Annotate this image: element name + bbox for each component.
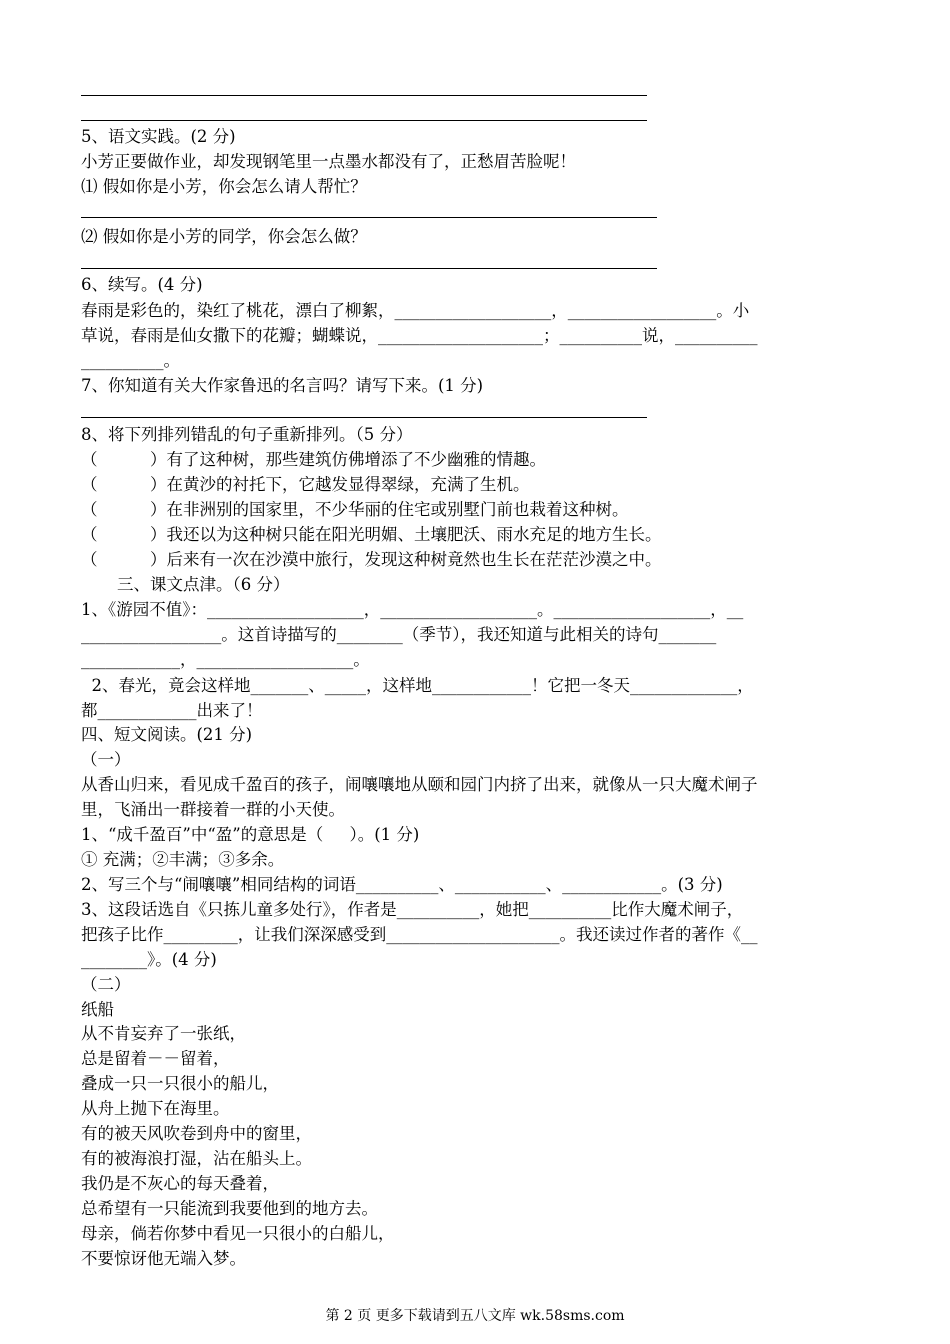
q6-title: 6、续写。(4 分) <box>81 275 203 294</box>
poem-line: 有的被海浪打湿，沾在船头上。 <box>81 1149 312 1168</box>
q8-item: （ ）我还以为这种树只能在阳光明媚、土壤肥沃、雨水充足的地方生长。 <box>81 525 662 544</box>
sec3-q1-line: _________________。这首诗描写的________（季节），我还知道与此相关的诗句_______ <box>81 625 717 644</box>
answer-line[interactable] <box>81 120 647 121</box>
poem-line: 从不肯妄弃了一张纸， <box>81 1024 246 1043</box>
q8-item: （ ）有了这种树，那些建筑仿佛增添了不少幽雅的情趣。 <box>81 450 546 469</box>
passage-line: 里，飞涌出一群接着一群的小天使。 <box>81 800 345 819</box>
q5-part2: ⑵ 假如你是小芳的同学，你会怎么做？ <box>81 227 367 246</box>
sec4-q2: 2、写三个与“闹嚷嚷”相同结构的词语__________、___________、____________。(3 分) <box>81 875 723 894</box>
answer-line[interactable] <box>81 95 647 96</box>
poem-line: 母亲，倘若你梦中看见一只很小的白船儿， <box>81 1224 395 1243</box>
answer-line[interactable] <box>81 268 657 269</box>
poem-line: 不要惊讶他无端入梦。 <box>81 1249 246 1268</box>
sec4-q1-options: ① 充满；②丰满；③多余。 <box>81 850 285 869</box>
sec3-q1-line: 1、《游园不值》：___________________，___________________。___________________，__ <box>81 600 744 619</box>
q6-line: __________。 <box>81 351 180 370</box>
sec4-q3-line: 3、这段话选自《只拣儿童多处行》，作者是__________，她把__________比作大魔术闸子， <box>81 900 744 919</box>
poem-line: 有的被天风吹卷到舟中的窗里， <box>81 1124 312 1143</box>
sec3-q2-line: 2、春光，竟会这样地_______、_____，这样地____________！它把一冬天_____________， <box>81 676 754 695</box>
q8-item: （ ）后来有一次在沙漠中旅行，发现这种树竟然也生长在茫茫沙漠之中。 <box>81 550 662 569</box>
poem-line: 总是留着－－留着， <box>81 1049 230 1068</box>
q7-title: 7、你知道有关大作家鲁迅的名言吗？请写下来。(1 分) <box>81 376 484 395</box>
poem-line: 叠成一只一只很小的船儿， <box>81 1074 279 1093</box>
section4-title: 四、短文阅读。(21 分) <box>81 725 253 744</box>
q8-title: 8、将下列排列错乱的句子重新排列。（5 分） <box>81 425 413 444</box>
sec3-q2-line: 都____________出来了！ <box>81 701 263 720</box>
answer-line[interactable] <box>81 217 657 218</box>
answer-line[interactable] <box>81 417 647 418</box>
sec4-q3-line: ________》。(4 分) <box>81 950 217 969</box>
poem-line: 从舟上抛下在海里。 <box>81 1099 230 1118</box>
part-one-label: （一） <box>81 750 131 769</box>
q8-item: （ ）在黄沙的衬托下，它越发显得翠绿，充满了生机。 <box>81 475 530 494</box>
poem-title: 纸船 <box>81 1000 114 1019</box>
section3-title: 三、课文点津。（6 分） <box>117 575 290 594</box>
passage-line: 从香山归来，看见成千盈百的孩子，闹嚷嚷地从颐和园门内挤了出来，就像从一只大魔术闸子 <box>81 775 758 794</box>
q5-part1: ⑴ 假如你是小芳，你会怎么请人帮忙？ <box>81 177 367 196</box>
part-two-label: （二） <box>81 975 131 994</box>
sec3-q1-line: ____________，___________________。 <box>81 650 370 669</box>
q8-item: （ ）在非洲别的国家里，不少华丽的住宅或别墅门前也栽着这种树。 <box>81 500 629 519</box>
page-footer: 第 2 页 更多下载请到五八文库 wk.58sms.com <box>325 1308 625 1324</box>
sec4-q1: 1、“成千盈百”中“盈”的意思是（ ）。(1 分) <box>81 825 420 844</box>
q6-line: 春雨是彩色的，染红了桃花，漂白了柳絮，___________________，__________________。小 <box>81 301 750 320</box>
q5-title: 5、语文实践。(2 分) <box>81 127 236 146</box>
poem-line: 我仍是不灰心的每天叠着， <box>81 1174 279 1193</box>
q5-intro: 小芳正要做作业，却发现钢笔里一点墨水都没有了，正愁眉苦脸呢！ <box>81 152 576 171</box>
sec4-q3-line: 把孩子比作_________，让我们深深感受到_____________________。我还读过作者的著作《__ <box>81 925 758 944</box>
poem-line: 总希望有一只能流到我要他到的地方去。 <box>81 1199 378 1218</box>
q6-line: 草说，春雨是仙女撒下的花瓣；蝴蝶说，____________________；__________说，__________ <box>81 326 758 345</box>
